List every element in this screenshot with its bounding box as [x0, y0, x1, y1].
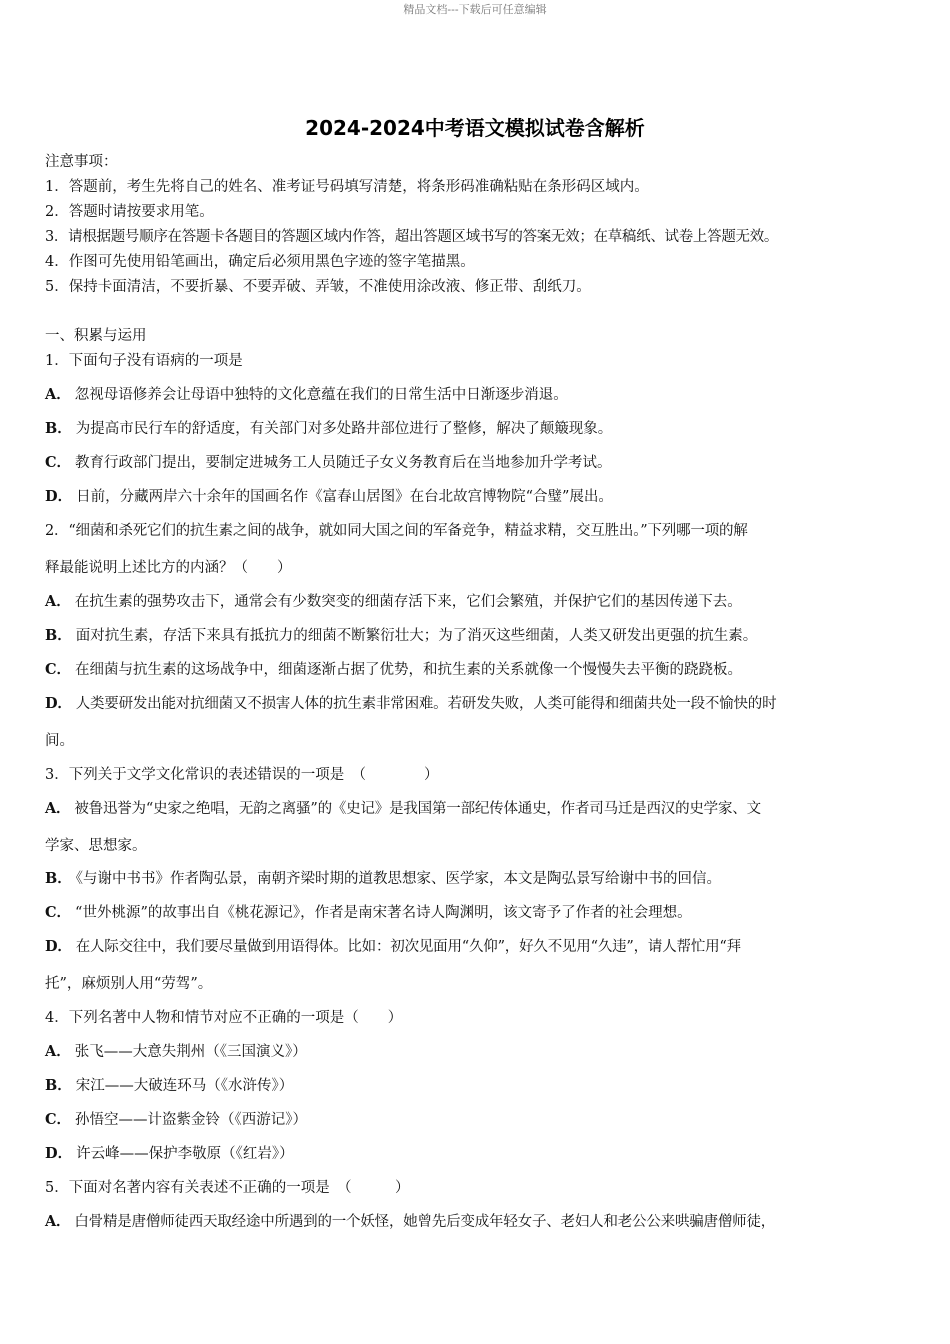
question-4-stem: 4．下列名著中人物和情节对应不正确的一项是（ ）	[45, 1010, 403, 1026]
option-label: A．	[45, 800, 71, 817]
option-label: B．	[45, 627, 72, 644]
question-2-option-a: A． 在抗生素的强势攻击下，通常会有少数突变的细菌存活下来，它们会繁殖，并保护它们的基因传递下去。	[45, 593, 742, 610]
question-3-option-c: C． “世外桃源”的故事出自《桃花源记》，作者是南宋著名诗人陶渊明，该文寄予了作者的社会理想。	[45, 904, 692, 921]
question-4-option-c: C． 孙悟空——计盗紫金铃（《西游记》）	[45, 1111, 308, 1128]
page-title: 2024-2024中考语文模拟试卷含解析	[305, 116, 645, 140]
option-label: D．	[45, 488, 73, 505]
question-1-option-a: A． 忽视母语修养会让母语中独特的文化意蕴在我们的日常生活中日渐逐步消退。	[45, 386, 568, 403]
question-4-option-a: A． 张飞——大意失荆州（《三国演义》）	[45, 1043, 307, 1060]
question-2-option-d: D． 人类要研发出能对抗细菌又不损害人体的抗生素非常困难。若研发失败，人类可能得和细菌共处一段不愉快的时	[45, 695, 777, 712]
question-3-option-a: A． 被鲁迅誉为“史家之绝唱，无韵之离骚”的《史记》是我国第一部纪传体通史，作者司马迁是西汉的史学家、文	[45, 800, 761, 817]
question-2-option-b: B． 面对抗生素，存活下来具有抵抗力的细菌不断繁衍壮大；为了消灭这些细菌，人类又研发出更强的抗生素。	[45, 627, 758, 644]
question-1-stem: 1．下面句子没有语病的一项是	[45, 353, 243, 369]
option-label: A．	[45, 593, 71, 610]
question-4-option-d: D． 许云峰——保护李敬原（《红岩》）	[45, 1145, 294, 1162]
option-label: A．	[45, 1213, 71, 1230]
notice-item: 1．答题前，考生先将自己的姓名、准考证号码填写清楚，将条形码准确粘贴在条形码区域内。	[45, 179, 649, 195]
question-4-option-b: B． 宋江——大破连环马（《水浒传》）	[45, 1077, 294, 1094]
option-label: D．	[45, 1145, 73, 1162]
question-1-option-d: D． 日前，分藏两岸六十余年的国画名作《富春山居图》在台北故宫博物院“合璧”展出。	[45, 488, 613, 505]
option-label: C．	[45, 904, 72, 921]
question-1-option-c: C． 教育行政部门提出，要制定进城务工人员随迁子女义务教育后在当地参加升学考试。	[45, 454, 612, 471]
section-heading: 一、积累与运用	[45, 328, 147, 344]
question-3-stem: 3．下列关于文学文化常识的表述错误的一项是 （ ）	[45, 767, 439, 783]
option-label: B．	[45, 870, 72, 887]
option-label: D．	[45, 695, 72, 712]
option-label: D．	[45, 938, 72, 955]
option-label: C．	[45, 454, 72, 471]
question-3-option-d: D． 在人际交往中，我们要尽量做到用语得体。比如：初次见面用“久仰”，好久不见用“久违”，请人帮忙用“拜	[45, 938, 741, 955]
question-1-option-b: B． 为提高市民行车的舒适度，有关部门对多处路井部位进行了整修，解决了颠簸现象。	[45, 420, 613, 437]
option-label: A．	[45, 386, 71, 403]
question-5-stem: 5．下面对名著内容有关表述不正确的一项是 （ ）	[45, 1180, 410, 1196]
question-2-stem-cont: 释最能说明上述比方的内涵？（ ）	[45, 560, 292, 576]
question-2-option-d-cont: 间。	[45, 733, 74, 749]
question-3-option-a-cont: 学家、思想家。	[45, 838, 147, 854]
question-2-stem: 2．“细菌和杀死它们的抗生素之间的战争，就如同大国之间的军备竞争，精益求精，交互胜出。”下列哪一项的解	[45, 523, 748, 539]
option-label: A．	[45, 1043, 71, 1060]
option-label: B．	[45, 420, 72, 437]
notice-heading: 注意事项：	[45, 154, 118, 170]
option-label: B．	[45, 1077, 72, 1094]
option-label: C．	[45, 661, 72, 678]
question-3-option-d-cont: 托”，麻烦别人用“劳驾”。	[45, 976, 213, 992]
header-watermark: 精品文档---下载后可任意编辑	[403, 3, 547, 16]
notice-item: 4．作图可先使用铅笔画出，确定后必须用黑色字迹的签字笔描黑。	[45, 254, 475, 270]
question-5-option-a: A． 白骨精是唐僧师徒西天取经途中所遇到的一个妖怪，她曾先后变成年轻女子、老妇人和老公公来哄骗唐僧师徒，	[45, 1213, 776, 1230]
question-3-option-b: B． 《与谢中书书》作者陶弘景，南朝齐梁时期的道教思想家、医学家，本文是陶弘景写给谢中书的回信。	[45, 870, 722, 887]
notice-item: 2．答题时请按要求用笔。	[45, 204, 214, 220]
notice-item: 3．请根据题号顺序在答题卡各题目的答题区域内作答，超出答题区域书写的答案无效；在草稿纸、试卷上答题无效。	[45, 229, 779, 245]
question-2-option-c: C． 在细菌与抗生素的这场战争中，细菌逐渐占据了优势，和抗生素的关系就像一个慢慢失去平衡的跷跷板。	[45, 661, 743, 678]
option-label: C．	[45, 1111, 72, 1128]
notice-item: 5．保持卡面清洁，不要折暴、不要弄破、弄皱，不准使用涂改液、修正带、刮纸刀。	[45, 279, 591, 295]
